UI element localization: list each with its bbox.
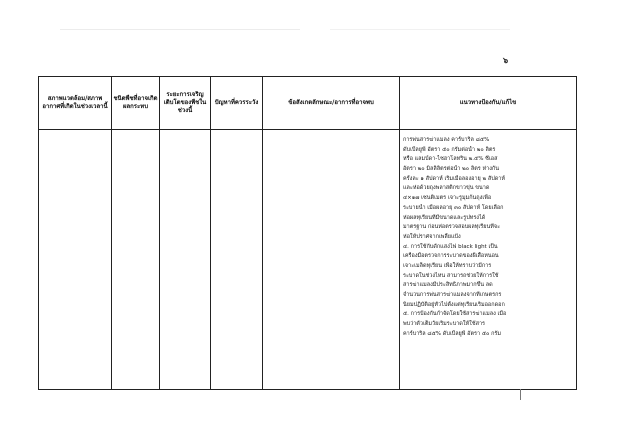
table-row: [39, 130, 577, 390]
prevention-line: เจาะเมล็ดทุเรียน เพื่อให้ทราบว่ามีการ: [403, 262, 492, 269]
header-problem: ปัญหาที่ควรระวัง: [211, 77, 263, 130]
header-growth-stage: ระยะการเจริญเติบโตของพืชในช่วงนี้: [160, 77, 211, 130]
margin-mark: [520, 389, 521, 400]
prevention-line: ๔×๑๗ เซนติเมตร เจาะรูมุมก้นถุงเพื่อ: [403, 195, 492, 202]
cell-prevention: [400, 130, 577, 390]
prevention-line: ดับเบิ้ลยูพี อัตรา ๕๐ กรัมต่อน้ำ ๒๐ ลิตร: [403, 146, 496, 153]
prevention-line: ระบายน้ำ เมื่อผลอายุ ๓๐ สัปดาห์ โดยเลือก: [403, 204, 504, 211]
prevention-line: ครั้งละ ๑ สัปดาห์ เริ่มเมื่อลองอายุ ๒ สัปดาห์: [403, 175, 506, 182]
prevention-line: ๔. การใช้กับดักแสงไฟ black light เป็น: [403, 243, 498, 250]
scan-speck-top-right: [330, 29, 510, 30]
scan-speck-top: [60, 29, 300, 30]
prevention-line: ห่อผลทุเรียนที่มีขนาดและรูปทรงได้: [403, 214, 486, 221]
cell-growth-stage: [160, 130, 211, 390]
header-environment: สภาพแวดล้อม/สภาพอากาศที่เกิดในช่วงเวลานี้: [39, 77, 112, 130]
prevention-line: ระบาดในช่วงไหน สามารถช่วยให้การใช้: [403, 272, 499, 279]
prevention-line: อัตรา ๒๐ มิลลิลิตรต่อน้ำ ๒๐ ลิตร ห่างกัน: [403, 166, 499, 173]
prevention-line: มาตรฐาน ก่อนห่อตรวจสอบผลทุเรียนที่จะ: [403, 224, 501, 231]
prevention-line: พบว่าตัวเต็มวัยเริ่มระบาดให้ใช้สาร: [403, 321, 485, 328]
prevention-line: เครื่องมือตรวจการระบาดของผีเสื้อหนอน: [403, 253, 499, 260]
cell-environment: [39, 130, 112, 390]
prevention-text-block: [400, 130, 576, 339]
cell-plant-type: [112, 130, 160, 390]
prevention-line: จำนวนการพ่นสารฆ่าแมลงจากที่เกษตรกร: [403, 292, 502, 298]
cell-observation: [263, 130, 400, 390]
disease-pest-table: [38, 76, 577, 390]
prevention-line: หรือ แลมบ์ดา-ไซฮาโลทริน ๒.๕% ซีเอส: [403, 156, 498, 163]
table-header-row: [39, 77, 577, 130]
prevention-line: คาร์บาริล ๘๕% ดับเบิ้ลยูพี อัตรา ๕๐ กรัม: [403, 330, 501, 337]
cell-problem: [211, 130, 263, 390]
prevention-line: ห่อให้ปราศจากเพลี้ยแป้ง: [403, 233, 461, 240]
page-number: ๖: [503, 56, 509, 65]
prevention-line: สารฆ่าแมลงมีประสิทธิภาพมากขึ้น ลด: [403, 282, 493, 289]
prevention-line: การพ่นสารฆ่าแมลง คาร์บาริล ๘๕%: [403, 137, 490, 143]
header-plant-type: ชนิดพืชที่อาจเกิดผลกระทบ: [112, 77, 160, 130]
prevention-line: นิยมปฏิบัติอยู่ทั่วไปตั้งแต่ทุเรียนเริ่มออกดอก: [403, 301, 505, 308]
header-observation: ข้อสังเกตลักษณะ/อาการที่อาจพบ: [263, 77, 400, 130]
prevention-line: และห่อด้วยถุงพลาสติกขาวขุ่น ขนาด: [403, 185, 490, 192]
header-prevention: แนวทางป้องกัน/แก้ไข: [400, 77, 577, 130]
prevention-line: ๕. การป้องกันกำจัดโดยใช้สารฆ่าแมลง เมื่อ: [403, 311, 507, 318]
